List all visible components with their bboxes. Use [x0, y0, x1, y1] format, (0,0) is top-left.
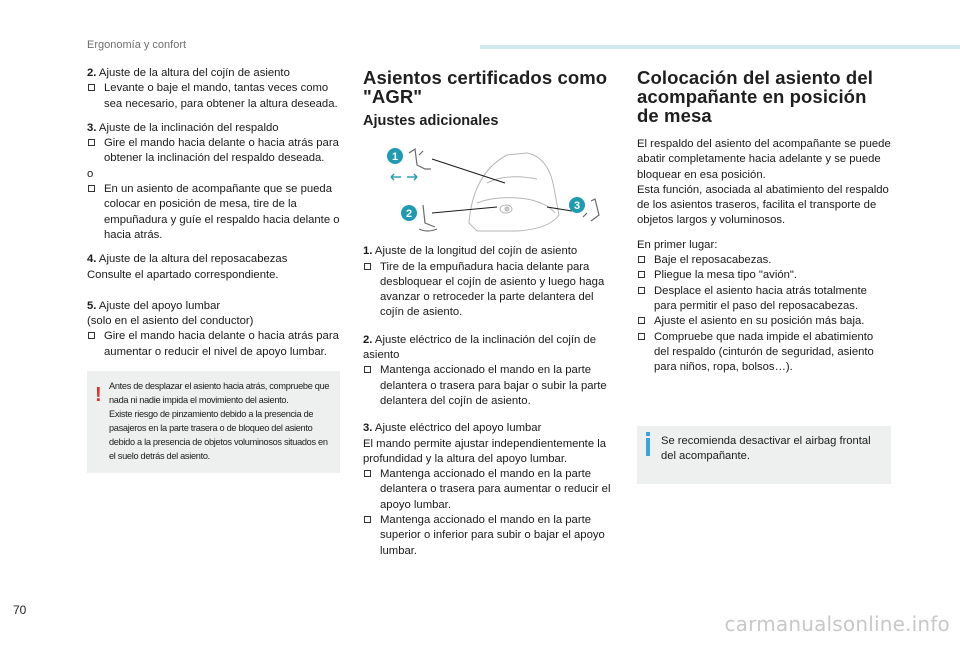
section-number: 2.: [363, 333, 373, 346]
section-number: 3.: [87, 121, 97, 134]
bullet-item: Levante o baje el mando, tantas veces como sea necesario, para obtener la altura deseada.: [87, 81, 340, 112]
section-heading: Ajuste de la longitud del cojín de asiento: [372, 245, 578, 258]
warning-text-2: Existe riesgo de pinzamiento debido a la presencia de pasajeros en la parte trasera o de bloqueo del asiento debido a la presencia de objetos voluminosos situados en el suelo detrás del asiento.: [109, 409, 328, 462]
warning-box: [87, 371, 340, 473]
callout-2: 2: [405, 208, 413, 221]
info-box: [637, 426, 891, 484]
info-icon: [646, 438, 650, 456]
section-lumbar-support: [87, 299, 340, 360]
additional-settings-heading: Ajustes adicionales: [363, 113, 499, 129]
section-heading: Ajuste del apoyo lumbar: [96, 299, 221, 312]
section-number: 3.: [363, 422, 373, 435]
section-heading: Ajuste eléctrico del apoyo lumbar: [372, 422, 542, 435]
seat-adjustment-figure: [377, 143, 581, 226]
header-accent-bar: [480, 45, 960, 49]
table-position-heading: Colocación del asiento del acompañante en posición de mesa: [637, 67, 873, 126]
bullet-item: Mantenga accionado el mando en la parte delantera o trasera para bajar o subir la parte delantera del cojín de asiento.: [363, 363, 616, 409]
section-cushion-inclination: [363, 333, 616, 409]
steps-intro: En primer lugar:: [637, 238, 718, 251]
section-text: El mando permite ajustar independientemente la profundidad y la altura del apoyo lumbar.: [363, 437, 607, 465]
section-number: 1.: [363, 245, 373, 258]
step-item: Pliegue la mesa tipo "avión".: [637, 268, 891, 283]
section-seat-height: [87, 66, 340, 112]
middle-column: [363, 66, 616, 568]
bullet-item: Tire de la empuñadura hacia delante para desbloquear el cojín de asiento y luego haga avanzar o retroceder la parte delantera del cojín de asiento.: [363, 260, 616, 321]
section-heading: Ajuste eléctrico de la inclinación del cojín de asiento: [363, 333, 596, 362]
info-text: Se recomienda desactivar el airbag frontal del acompañante.: [661, 435, 871, 463]
watermark-text: carmanualsonline.info: [724, 612, 950, 636]
step-item: Ajuste el asiento en su posición más baja.: [637, 314, 891, 329]
section-number: 4.: [87, 253, 97, 266]
seat-diagram-icon: [377, 143, 607, 243]
bullet-item: En un asiento de acompañante que se pueda colocar en posición de mesa, tire de la empuñadura y guíe el respaldo hacia delante o hacia atrás.: [87, 182, 340, 243]
section-number: 5.: [87, 299, 97, 312]
step-item: Baje el reposacabezas.: [637, 253, 891, 268]
bullet-item: Gire el mando hacia delante o hacia atrás para aumentar o reducir el nivel de apoyo lumbar.: [87, 329, 340, 360]
step-item: Desplace el asiento hacia atrás totalmente para permitir el paso del reposacabezas.: [637, 284, 891, 315]
section-heading: Ajuste de la altura del reposacabezas: [96, 253, 288, 266]
header-section-title: Ergonomía y confort: [87, 39, 187, 51]
left-column: [87, 66, 340, 473]
section-heading: Ajuste de la altura del cojín de asiento: [96, 67, 290, 79]
agr-heading: Asientos certificados como "AGR": [363, 67, 608, 107]
section-heading: Ajuste de la inclinación del respaldo: [96, 121, 279, 134]
bullet-item: Mantenga accionado el mando en la parte delantera o trasera para aumentar o reducir el apoyo lumbar.: [363, 467, 616, 513]
section-headrest-height: [87, 252, 340, 283]
section-text: Consulte el apartado correspondiente.: [87, 268, 279, 281]
section-number: 2.: [87, 67, 97, 79]
paragraph: El respaldo del asiento del acompañante se puede abatir completamente hacia adelante y se puede bloquear en esa posición.: [637, 138, 891, 181]
bullet-item: Mantenga accionado el mando en la parte superior o inferior para subir o bajar el apoyo lumbar.: [363, 513, 616, 559]
warning-icon: !: [95, 384, 102, 407]
section-electric-lumbar: [363, 421, 616, 559]
page-number: 70: [13, 603, 27, 617]
callout-3: 3: [573, 200, 581, 213]
warning-text-1: Antes de desplazar el asiento hacia atrás, compruebe que nada ni nadie impida el movimiento del asiento.: [109, 381, 330, 406]
bullet-item: Gire el mando hacia delante o hacia atrás para obtener la inclinación del respaldo deseada.: [87, 136, 340, 167]
section-backrest-inclination: [87, 121, 340, 243]
paragraph: Esta función, asociada al abatimiento del respaldo de los asientos traseros, facilita el transporte de objetos largos y voluminosos.: [637, 183, 889, 227]
callout-1: 1: [391, 151, 399, 164]
section-subtitle: (solo en el asiento del conductor): [87, 315, 254, 328]
right-column: [637, 66, 891, 484]
section-cushion-length: [363, 244, 616, 320]
or-separator: o: [87, 167, 94, 180]
step-item: Compruebe que nada impide el abatimiento del respaldo (cinturón de seguridad, asiento para niños, ropa, bolsos…).: [637, 330, 891, 376]
